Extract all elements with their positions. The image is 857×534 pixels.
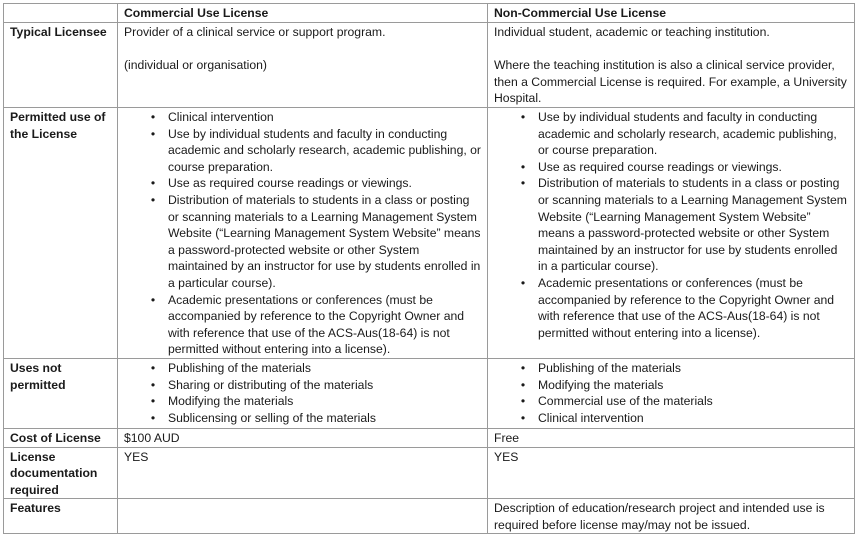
commercial-documentation: YES (118, 447, 488, 499)
list-item (124, 175, 482, 192)
non-commercial-features: Description of education/research project and intended use is required before license may/may not be issued. (488, 499, 855, 534)
bullet-icon: • (150, 377, 156, 392)
list-item (494, 109, 849, 159)
row-label: Cost of License (4, 428, 118, 447)
bullet-icon: • (520, 377, 526, 392)
commercial-cell (118, 23, 488, 108)
list-item (494, 360, 849, 377)
list-item (124, 192, 482, 292)
bullet-icon: • (520, 394, 526, 409)
row-label: Typical Licensee (4, 23, 118, 108)
list-item-text: Modifying the materials (168, 394, 294, 409)
list-item (124, 126, 482, 176)
header-non-commercial: Non-Commercial Use License (488, 4, 855, 23)
list-item (494, 410, 849, 427)
list-item-text: Distribution of materials to students in a class or posting or scanning materials to a Learning Management System Website (“Learning Management System Website” means a password-protected website or other System maintained by an instructor for use by students enrolled in a particular course). (168, 192, 481, 290)
bullet-icon: • (150, 110, 156, 124)
list-item (124, 109, 482, 126)
commercial-features (118, 499, 488, 534)
list-item-text: Use by individual students and faculty in conducting academic and scholarly research, academic publishing, or course preparation. (168, 126, 481, 174)
bullet-icon: • (520, 410, 526, 425)
bullet-icon: • (520, 110, 526, 124)
commercial-cell (118, 358, 488, 428)
bullet-icon: • (520, 360, 526, 375)
row-documentation-required (4, 447, 855, 499)
row-typical-licensee (4, 23, 855, 108)
list-item-text: Distribution of materials to students in a class or posting or scanning materials to a Learning Management System Website (“Learning Management System Website” means a password-protected website or other System maintained by an instructor for use by students enrolled in a particular course). (538, 176, 847, 274)
list-item-text: Use as required course readings or viewings. (168, 176, 412, 191)
row-features (4, 499, 855, 534)
non-commercial-cell (488, 23, 855, 108)
non-commercial-cost: Free (488, 428, 855, 447)
row-label: Features (4, 499, 118, 534)
list-item (494, 159, 849, 176)
row-label: Permitted use of the License (4, 108, 118, 359)
non-commercial-documentation: YES (488, 447, 855, 499)
row-uses-not-permitted (4, 358, 855, 428)
paragraph: Provider of a clinical service or support program. (124, 25, 386, 39)
bullet-icon: • (150, 126, 156, 141)
list-item-text: Commercial use of the materials (538, 394, 713, 409)
bullet-icon: • (150, 394, 156, 409)
non-commercial-cell (488, 108, 855, 359)
header-empty-cell (4, 4, 118, 23)
bullet-icon: • (150, 192, 156, 207)
bullet-list (494, 109, 849, 341)
bullet-icon: • (150, 292, 156, 307)
bullet-list (494, 360, 849, 426)
list-item-text: Clinical intervention (538, 410, 644, 425)
row-label: License documentation required (4, 447, 118, 499)
list-item-text: Publishing of the materials (538, 360, 681, 375)
header-row (4, 4, 855, 23)
list-item (494, 377, 849, 394)
list-item (494, 175, 849, 275)
list-item-text: Use by individual students and faculty in conducting academic and scholarly research, academic publishing, or course preparation. (538, 110, 837, 158)
commercial-cost: $100 AUD (118, 428, 488, 447)
list-item (494, 393, 849, 410)
paragraph: Where the teaching institution is also a clinical service provider, then a Commercial License is required. For example, a University Hospital. (494, 58, 847, 106)
list-item-text: Clinical intervention (168, 110, 274, 124)
list-item-text: Academic presentations or conferences (must be accompanied by reference to the Copyright Owner and with reference that use of the ACS-Aus(18-64) is not permitted without entering into a license). (538, 275, 835, 340)
list-item (124, 360, 482, 377)
non-commercial-cell (488, 358, 855, 428)
row-cost (4, 428, 855, 447)
license-comparison-table (3, 3, 855, 534)
list-item-text: Modifying the materials (538, 377, 664, 392)
bullet-icon: • (520, 176, 526, 191)
list-item-text: Sublicensing or selling of the materials (168, 410, 376, 425)
list-item-text: Publishing of the materials (168, 360, 311, 375)
list-item-text: Sharing or distributing of the materials (168, 377, 374, 392)
list-item (124, 410, 482, 427)
paragraph: (individual or organisation) (124, 58, 267, 73)
license-comparison (3, 3, 855, 534)
list-item-text: Academic presentations or conferences (must be accompanied by reference to the Copyright Owner and with reference that use of the ACS-Aus(18-64) is not permitted without entering into a license). (168, 292, 465, 357)
bullet-icon: • (150, 360, 156, 375)
bullet-list (124, 109, 482, 358)
bullet-icon: • (520, 275, 526, 290)
row-label: Uses not permitted (4, 358, 118, 428)
list-item (124, 292, 482, 358)
list-item (124, 377, 482, 394)
list-item (124, 393, 482, 410)
bullet-list (124, 360, 482, 426)
list-item-text: Use as required course readings or viewings. (538, 159, 782, 174)
header-commercial: Commercial Use License (118, 4, 488, 23)
bullet-icon: • (150, 410, 156, 425)
paragraph: Individual student, academic or teaching institution. (494, 25, 770, 39)
commercial-cell (118, 108, 488, 359)
bullet-icon: • (150, 176, 156, 191)
bullet-icon: • (520, 159, 526, 174)
list-item (494, 275, 849, 341)
row-permitted-use (4, 108, 855, 359)
